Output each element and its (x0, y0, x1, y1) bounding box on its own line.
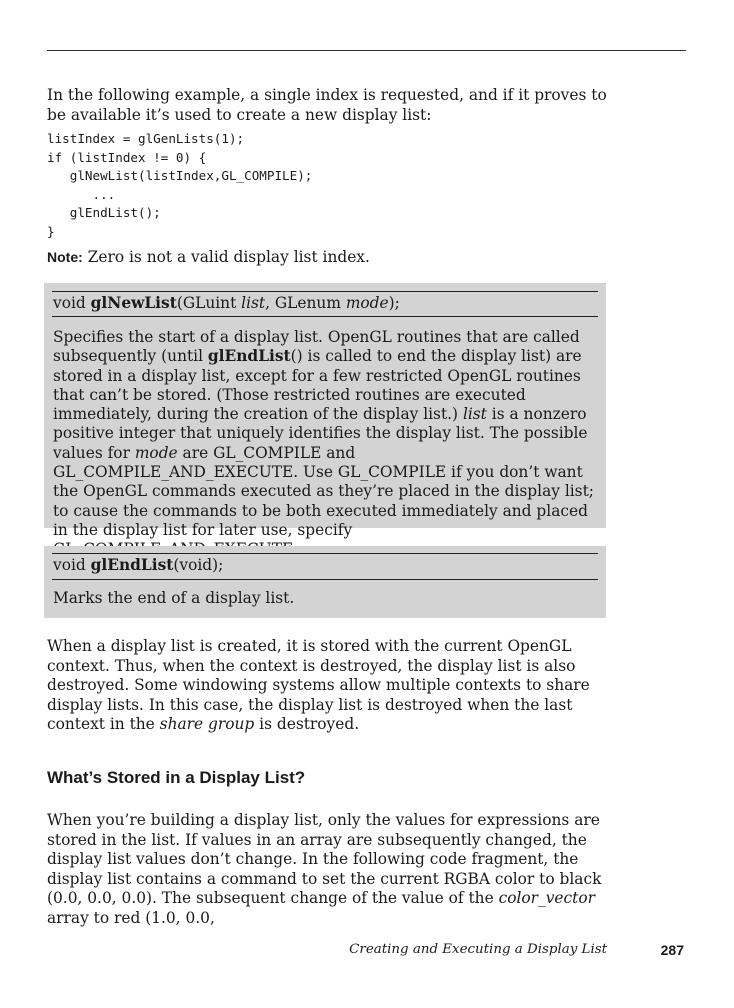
emphasis-text: share group (159, 715, 255, 734)
desc-text: () is called to end the display list) are stored in a display list, except for a few restricted OpenGL routines that can’t be stored. (Those restricted routines are executed immediately, during the creation of the display list.) (53, 347, 582, 424)
signature-rule-top (52, 553, 598, 554)
section-heading: What’s Stored in a Display List? (47, 768, 306, 787)
glendlist-description: Marks the end of a display list. (53, 589, 295, 607)
sig-text: (GLuint (176, 294, 242, 312)
sig-prefix: void (53, 294, 91, 312)
param-name: mode (345, 294, 389, 312)
glnewlist-signature (53, 294, 400, 313)
sig-text: (void); (173, 556, 224, 574)
param-name: mode (134, 443, 178, 462)
note (47, 248, 370, 267)
para-text: is destroyed. (254, 715, 360, 734)
note-text: Zero is not a valid display list index. (82, 248, 370, 266)
glendlist-reference-box (44, 546, 606, 618)
glnewlist-description (53, 328, 601, 560)
top-rule (47, 50, 686, 51)
page-number: 287 (660, 942, 684, 958)
signature-rule-bottom (52, 316, 598, 317)
para-text: When you’re building a display list, only the values for expressions are stored in the list. If values in an array are subsequently changed, the display list values don’t change. In the following code fragment, the display list contains a command to set the current RGBA color to black (0.0, 0.0, 0.0). The subsequent change of the value of the (47, 811, 602, 908)
param-name: list (462, 405, 487, 424)
desc-text: is a nonzero positive integer that uniquely identifies the display list. The possible values for (53, 405, 588, 462)
emphasis-text: color_vector (498, 889, 595, 908)
running-footer-title: Creating and Executing a Display List (349, 942, 607, 957)
glnewlist-reference-box (44, 283, 606, 539)
signature-rule-bottom (52, 579, 598, 580)
intro-paragraph: In the following example, a single index is requested, and if it proves to be available it’s used to create a new display list: (47, 86, 607, 124)
glendlist-signature (53, 556, 223, 575)
para-text: When a display list is created, it is stored with the current OpenGL context. Thus, when the context is destroyed, the display list is also destroyed. Some windowing systems allow multiple contexts to share display lists. In this case, the display list is destroyed when the last context in the (47, 637, 590, 734)
sig-prefix: void (53, 556, 91, 574)
desc-text: are GL_COMPILE and GL_COMPILE_AND_EXECUTE. Use GL_COMPILE if you don’t want the OpenGL commands executed as they’re placed in the display list; to cause the commands to be both executed immediately and placed in the display list for later use, specify (53, 443, 594, 539)
function-name: glEndList (207, 347, 291, 366)
sig-text: , GLenum (265, 294, 346, 312)
signature-rule-top (52, 291, 598, 292)
code-example: listIndex = glGenLists(1); if (listIndex != 0) { glNewList(listIndex,GL_COMPILE); ... glEndList(); } (47, 131, 313, 239)
context-paragraph (47, 637, 607, 735)
stored-values-paragraph (47, 811, 607, 929)
para-text: array to red (1.0, 0.0, (47, 908, 215, 927)
note-label: Note: (47, 249, 83, 265)
function-name: glEndList (90, 556, 174, 574)
sig-text: ); (388, 294, 400, 312)
param-name: list (241, 294, 266, 312)
function-name: glNewList (90, 294, 177, 312)
desc-text: Specifies the start of a display list. OpenGL routines that are called subsequently (until (53, 328, 580, 366)
